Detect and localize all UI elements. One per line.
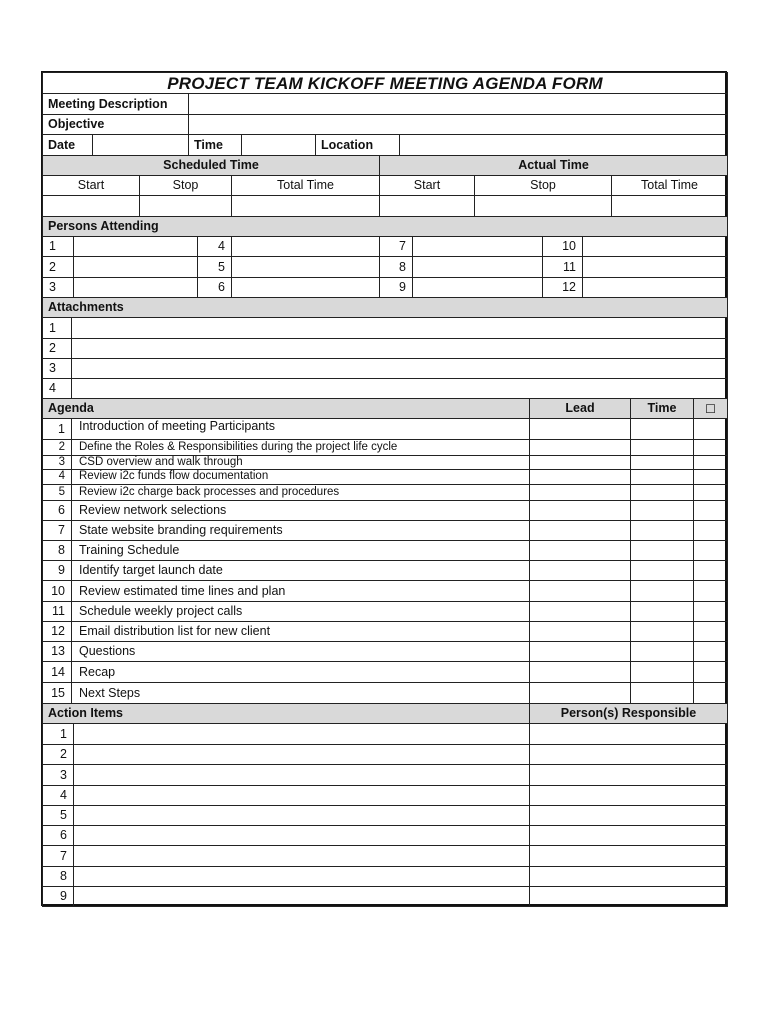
person-name-field[interactable] [231,277,380,298]
attachment-number: 2 [42,338,72,359]
person-responsible-field[interactable] [529,845,728,867]
agenda-lead-field[interactable] [529,601,631,622]
agenda-item-number: 3 [42,455,72,470]
agenda-item-number: 11 [42,601,72,622]
action-item-number: 5 [42,805,74,826]
person-responsible-field[interactable] [529,866,728,887]
agenda-lead-field[interactable] [529,484,631,501]
agenda-checkbox[interactable] [693,641,728,662]
persons-attending-header: Persons Attending [42,216,728,237]
agenda-checkbox[interactable] [693,560,728,581]
agenda-time-field[interactable] [630,580,694,602]
agenda-lead-field[interactable] [529,682,631,704]
agenda-checkbox[interactable] [693,500,728,521]
agenda-time-field[interactable] [630,455,694,470]
persons-responsible-header: Person(s) Responsible [529,703,728,724]
agenda-time-field[interactable] [630,500,694,521]
attachment-field[interactable] [71,317,728,339]
action-item-field[interactable] [73,825,530,846]
agenda-checkbox[interactable] [693,540,728,561]
action-item-field[interactable] [73,785,530,806]
person-number: 11 [542,256,583,278]
agenda-lead-field[interactable] [529,455,631,470]
agenda-checkbox[interactable] [693,682,728,704]
agenda-item-number: 12 [42,621,72,642]
agenda-checkbox[interactable] [693,469,728,485]
agenda-item-text: Training Schedule [71,540,530,561]
time-field[interactable] [241,134,316,156]
attachments-header: Attachments [42,297,728,318]
action-item-field[interactable] [73,744,530,765]
action-item-number: 4 [42,785,74,806]
agenda-lead-field[interactable] [529,500,631,521]
agenda-time-field[interactable] [630,641,694,662]
action-items-header: Action Items [42,703,530,724]
agenda-item-text: Introduction of meeting Participants [71,418,530,440]
person-number: 7 [379,236,413,257]
attachment-number: 4 [42,378,72,399]
person-number: 8 [379,256,413,278]
person-name-field[interactable] [73,236,198,257]
agenda-item-number: 10 [42,580,72,602]
action-item-field[interactable] [73,764,530,786]
agenda-item-text: Review network selections [71,500,530,521]
agenda-item-text: Review i2c funds flow documentation [71,469,530,485]
action-item-number: 6 [42,825,74,846]
person-number: 2 [42,256,74,278]
person-responsible-field[interactable] [529,723,728,745]
action-item-number: 2 [42,744,74,765]
person-name-field[interactable] [582,236,728,257]
agenda-item-number: 6 [42,500,72,521]
agenda-item-text: Questions [71,641,530,662]
agenda-lead-field[interactable] [529,418,631,440]
form-title: PROJECT TEAM KICKOFF MEETING AGENDA FORM [42,72,728,94]
agenda-lead-header: Lead [529,398,631,419]
person-number: 6 [197,277,232,298]
agenda-time-field[interactable] [630,601,694,622]
agenda-checkbox[interactable] [693,484,728,501]
agenda-checkbox[interactable] [693,621,728,642]
attachment-field[interactable] [71,338,728,359]
agenda-item-number: 4 [42,469,72,485]
person-number: 3 [42,277,74,298]
agenda-time-field[interactable] [630,469,694,485]
person-name-field[interactable] [231,256,380,278]
agenda-lead-field[interactable] [529,469,631,485]
time-total-field[interactable] [231,195,380,217]
objective-field[interactable] [188,114,728,135]
person-name-field[interactable] [412,236,543,257]
agenda-time-field[interactable] [630,540,694,561]
person-name-field[interactable] [412,277,543,298]
agenda-time-field[interactable] [630,484,694,501]
agenda-item-number: 7 [42,520,72,541]
time-total-field[interactable] [611,195,728,217]
agenda-item-text: CSD overview and walk through [71,455,530,470]
time-col-stop-label: Stop [139,175,232,196]
agenda-item-text: Identify target launch date [71,560,530,581]
attachment-field[interactable] [71,378,728,399]
action-item-field[interactable] [73,866,530,887]
agenda-checkbox[interactable] [693,439,728,456]
agenda-time-field[interactable] [630,682,694,704]
location-label: Location [315,134,400,156]
time-stop-field[interactable] [139,195,232,217]
person-responsible-field[interactable] [529,825,728,846]
agenda-item-number: 13 [42,641,72,662]
agenda-time-field[interactable] [630,439,694,456]
agenda-item-number: 9 [42,560,72,581]
person-number: 1 [42,236,74,257]
agenda-time-field[interactable] [630,560,694,581]
agenda-item-text: Email distribution list for new client [71,621,530,642]
agenda-checkbox[interactable] [693,520,728,541]
time-start-field[interactable] [42,195,140,217]
agenda-lead-field[interactable] [529,540,631,561]
person-name-field[interactable] [73,277,198,298]
agenda-time-field[interactable] [630,520,694,541]
objective-label: Objective [42,114,189,135]
agenda-lead-field[interactable] [529,621,631,642]
agenda-time-field[interactable] [630,661,694,683]
agenda-checkbox[interactable] [693,418,728,440]
time-stop-field[interactable] [474,195,612,217]
actual-time-header: Actual Time [379,155,728,176]
person-responsible-field[interactable] [529,785,728,806]
attachment-number: 3 [42,358,72,379]
agenda-item-text: State website branding requirements [71,520,530,541]
agenda-checkbox[interactable] [693,455,728,470]
agenda-item-number: 15 [42,682,72,704]
agenda-item-number: 8 [42,540,72,561]
agenda-time-header: Time [630,398,694,419]
agenda-item-number: 2 [42,439,72,456]
agenda-item-text: Schedule weekly project calls [71,601,530,622]
agenda-item-number: 14 [42,661,72,683]
agenda-item-text: Next Steps [71,682,530,704]
agenda-lead-field[interactable] [529,520,631,541]
agenda-item-text: Recap [71,661,530,683]
attachment-field[interactable] [71,358,728,379]
meeting-description-label: Meeting Description [42,93,189,115]
agenda-checkbox[interactable] [693,661,728,683]
action-item-number: 1 [42,723,74,745]
person-name-field[interactable] [412,256,543,278]
agenda-header: Agenda [42,398,530,419]
agenda-lead-field[interactable] [529,560,631,581]
person-name-field[interactable] [582,277,728,298]
agenda-time-field[interactable] [630,621,694,642]
person-responsible-field[interactable] [529,744,728,765]
time-col-start-label: Start [379,175,475,196]
person-responsible-field[interactable] [529,764,728,786]
location-field[interactable] [399,134,728,156]
agenda-item-number: 1 [42,418,72,440]
agenda-time-field[interactable] [630,418,694,440]
action-item-field[interactable] [73,886,530,907]
scheduled-time-header: Scheduled Time [42,155,380,176]
person-responsible-field[interactable] [529,886,728,907]
agenda-lead-field[interactable] [529,641,631,662]
time-col-stop-label: Stop [474,175,612,196]
agenda-check-header: ☐ [693,398,728,419]
agenda-item-number: 5 [42,484,72,501]
time-col-total-label: Total Time [611,175,728,196]
person-name-field[interactable] [231,236,380,257]
person-name-field[interactable] [73,256,198,278]
time-col-total-label: Total Time [231,175,380,196]
action-item-number: 8 [42,866,74,887]
person-number: 5 [197,256,232,278]
agenda-checkbox[interactable] [693,580,728,602]
action-item-field[interactable] [73,723,530,745]
action-item-number: 7 [42,845,74,867]
action-item-number: 3 [42,764,74,786]
time-start-field[interactable] [379,195,475,217]
agenda-item-text: Define the Roles & Responsibilities during the project life cycle [71,439,530,456]
date-field[interactable] [92,134,189,156]
attachment-number: 1 [42,317,72,339]
action-item-number: 9 [42,886,74,907]
agenda-item-text: Review estimated time lines and plan [71,580,530,602]
action-item-field[interactable] [73,845,530,867]
person-responsible-field[interactable] [529,805,728,826]
meeting-description-field[interactable] [188,93,728,115]
person-name-field[interactable] [582,256,728,278]
person-number: 12 [542,277,583,298]
date-label: Date [42,134,93,156]
agenda-lead-field[interactable] [529,580,631,602]
person-number: 4 [197,236,232,257]
agenda-checkbox[interactable] [693,601,728,622]
agenda-lead-field[interactable] [529,439,631,456]
time-label: Time [188,134,242,156]
person-number: 10 [542,236,583,257]
action-item-field[interactable] [73,805,530,826]
person-number: 9 [379,277,413,298]
time-col-start-label: Start [42,175,140,196]
agenda-lead-field[interactable] [529,661,631,683]
agenda-item-text: Review i2c charge back processes and procedures [71,484,530,501]
